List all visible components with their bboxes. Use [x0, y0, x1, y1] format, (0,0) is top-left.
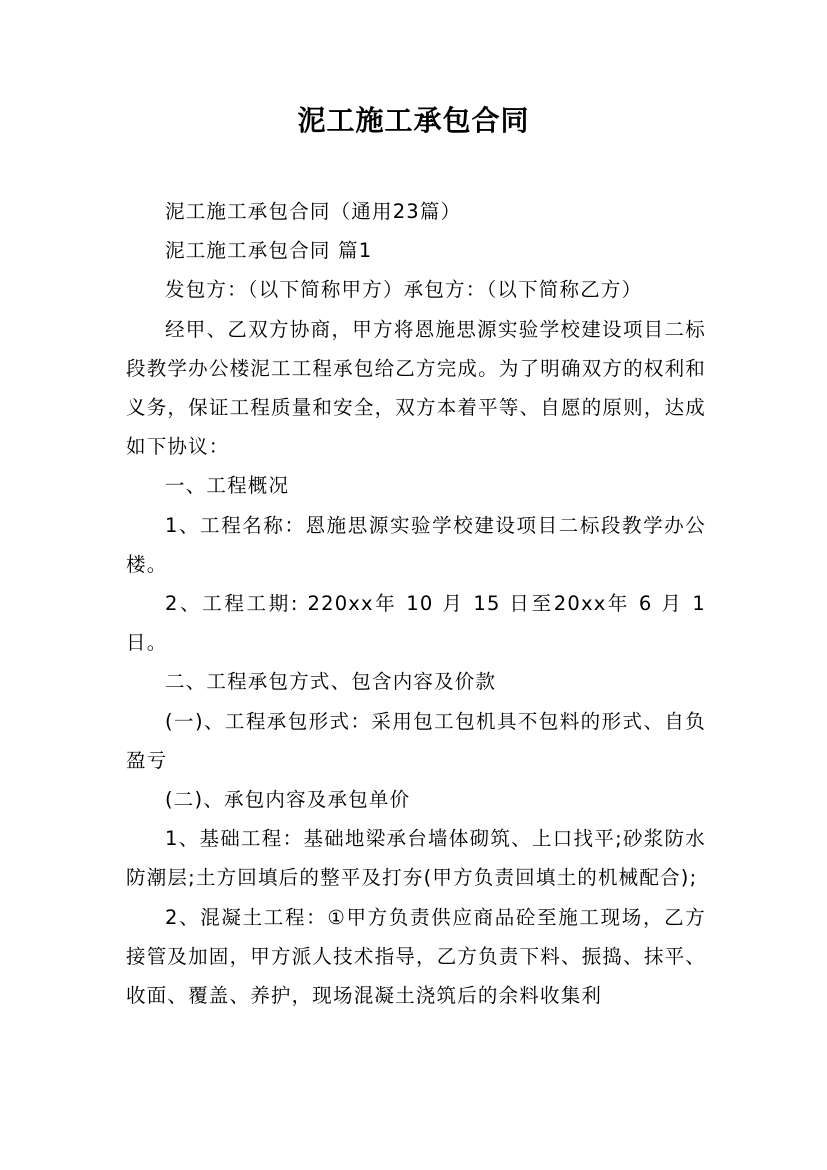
paragraph: (二)、承包内容及承包单价: [165, 788, 411, 812]
document-title: 泥工施工承包合同: [297, 104, 530, 137]
paragraph: 一、工程概况: [165, 474, 290, 498]
paragraph: 1、工程名称：恩施思源实验学校建设项目二标段教学办公楼。: [126, 513, 706, 576]
paragraph: 泥工施工承包合同（通用23篇）: [165, 200, 462, 223]
paragraph: 2、混凝土工程：①甲方负责供应商品砼至施工现场，乙方接管及加固，甲方派人技术指导，乙方负责下料、振捣、抹平、收面、覆盖、养护，现场混凝土浇筑后的余料收集利: [126, 905, 706, 1008]
paragraph: 二、工程承包方式、包含内容及价款: [165, 670, 497, 694]
document-body: [126, 192, 706, 1015]
paragraph: 发包方：（以下简称甲方）承包方：（以下简称乙方）: [165, 278, 643, 302]
paragraph: 泥工施工承包合同 篇1: [165, 239, 373, 263]
paragraph: 2、工程工期: 220xx年 10 月 15 日至20xx年 6 月 1 日。: [126, 592, 706, 655]
paragraph: 1、基础工程：基础地梁承台墙体砌筑、上口找平;砂浆防水防潮层;土方回填后的整平及打夯(甲方负责回填土的机械配合);: [126, 827, 706, 890]
paragraph: (一)、工程承包形式：采用包工包机具不包料的形式、自负盈亏: [126, 709, 706, 772]
paragraph: 经甲、乙双方协商，甲方将恩施思源实验学校建设项目二标段教学办公楼泥工工程承包给乙方完成。为了明确双方的权利和义务，保证工程质量和安全，双方本着平等、自愿的原则，达成如下协议：: [126, 317, 706, 459]
